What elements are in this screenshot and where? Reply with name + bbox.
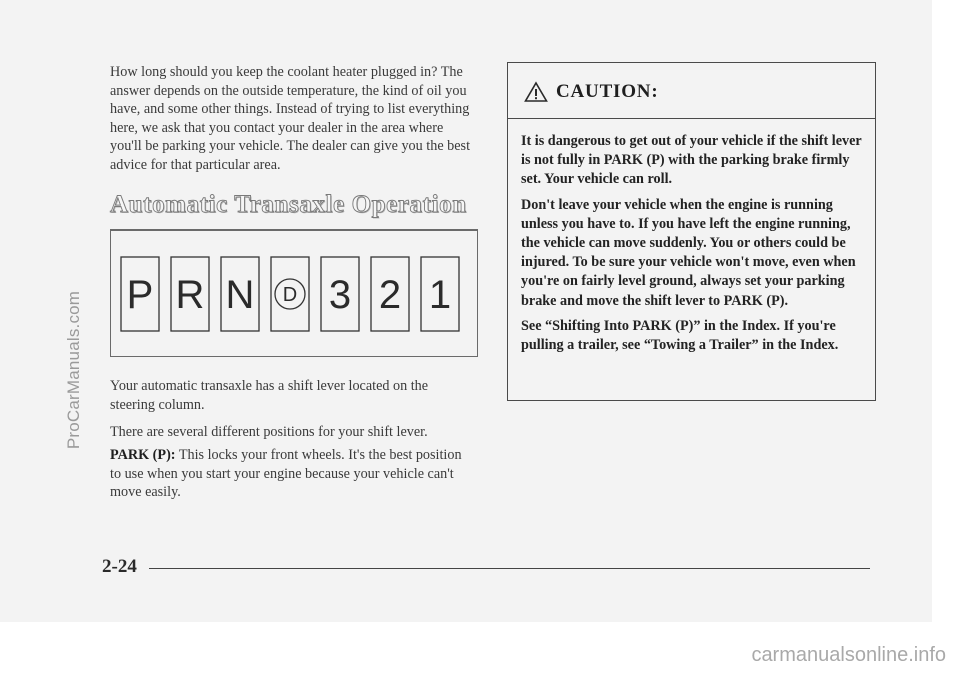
shift-indicator-graphic [111, 231, 479, 359]
shift-position-2 [371, 257, 409, 331]
caution-paragraph: It is dangerous to get out of your vehicle if the shift lever is not fully in PARK (P) with the parking brake firmly set. Your vehicle can roll. [521, 133, 862, 188]
shift-position-3 [321, 257, 359, 331]
caution-paragraph: Don't leave your vehicle when the engine is running unless you have to. If you have left the engine running, the vehicle can move suddenly. You or others could be injured. To be sure your vehicle won't move, even when you're on fairly level ground, always set your parking brake and move the shift lever to PARK (P). [521, 196, 856, 309]
shift-position-d [271, 257, 309, 331]
park-paragraph [110, 446, 475, 502]
shift-position-label: 2 [378, 273, 402, 317]
shift-position-p [121, 257, 159, 331]
caution-header [508, 63, 875, 119]
caution-paragraph: See “Shifting Into PARK (P)” in the Index. If you're pulling a trailer, see “Towing a Trailer” in the Index. [521, 317, 839, 354]
section-title: Automatic Transaxle Operation [110, 191, 467, 218]
caution-box [507, 62, 876, 401]
shift-indicator-diagram [110, 229, 478, 357]
shift-position-r [171, 257, 209, 331]
page-number: 2-24 [102, 556, 137, 577]
shift-position-label: P [126, 273, 154, 317]
positions-paragraph: There are several different positions for your shift lever. [110, 424, 428, 440]
shift-position-label: 3 [328, 273, 352, 317]
warning-triangle-icon [524, 81, 548, 108]
shift-position-label: D [282, 284, 298, 306]
shift-position-n [221, 257, 259, 331]
shift-position-label: N [225, 273, 255, 317]
caution-body [508, 119, 875, 355]
bottom-watermark: carmanualsonline.info [751, 644, 946, 666]
park-text: This locks your front wheels. It's the best position to use when you start your engine because your vehicle can't move easily. [110, 447, 462, 501]
footer-rule [149, 568, 870, 569]
park-label: PARK (P): [110, 447, 176, 463]
caution-title: CAUTION: [556, 81, 659, 102]
shift-lever-paragraph: Your automatic transaxle has a shift lever located on the steering column. [110, 378, 429, 413]
shift-position-1 [421, 257, 459, 331]
side-watermark: ProCarManuals.com [64, 290, 83, 450]
intro-paragraph: How long should you keep the coolant heater plugged in? The answer depends on the outside temperature, the kind of oil you have, and some other things. Instead of trying to list everything here, we ask that you contact your dealer in the area where you'll be parking your vehicle. The dealer can give you the best advice for that particular area. [110, 64, 471, 173]
shift-position-label: R [175, 273, 205, 317]
shift-position-label: 1 [428, 273, 452, 317]
